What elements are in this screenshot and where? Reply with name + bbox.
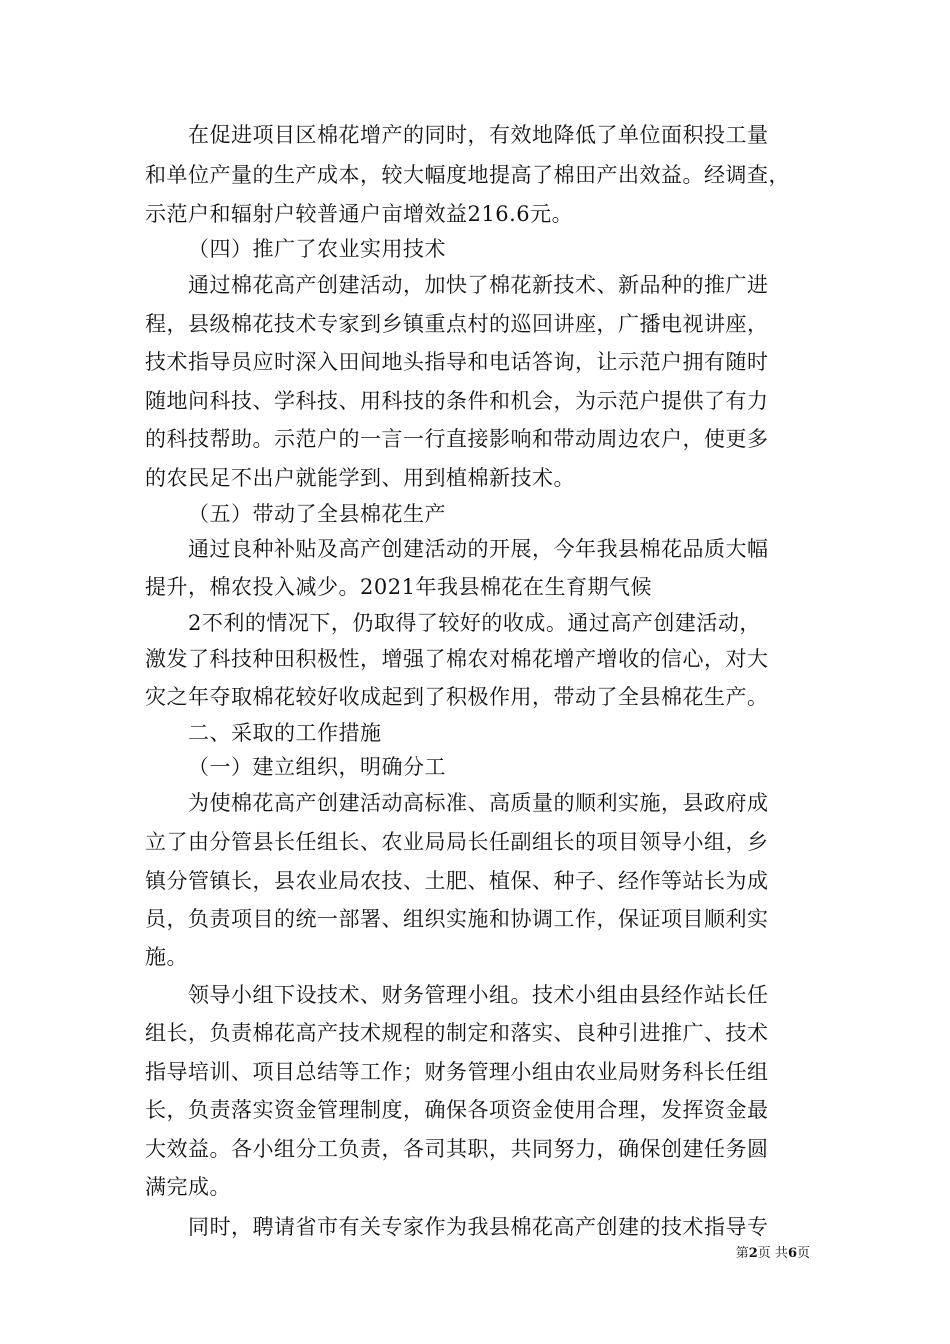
section-heading: （四）推广了农业实用技术 xyxy=(188,237,446,261)
text-line: 立了由分管县长任组长、农业局局长任副组长的项目领导小组，乡 xyxy=(145,830,769,854)
text-line: 指导培训、项目总结等工作；财务管理小组由农业局财务科长任组 xyxy=(145,1060,769,1084)
text-line: 示范户和辐射户较普通户亩增效益216.6元。 xyxy=(145,202,574,226)
text-line: 大效益。各小组分工负责，各司其职，共同努力，确保创建任务圆 xyxy=(145,1137,769,1161)
section-heading: 二、采取的工作措施 xyxy=(188,721,382,745)
text-line: 提升，棉农投入减少。2021年我县棉花在生育期气候 xyxy=(145,575,652,599)
text-line: 通过棉花高产创建活动，加快了棉花新技术、新品种的推广进 xyxy=(188,273,769,297)
page-number xyxy=(700,1246,810,1262)
text-line: 长，负责落实资金管理制度，确保各项资金使用合理，发挥资金最 xyxy=(145,1098,769,1122)
text-line: 在促进项目区棉花增产的同时，有效地降低了单位面积投工量 xyxy=(188,123,769,147)
text-line: 2不利的情况下，仍取得了较好的收成。通过高产创建活动， xyxy=(188,611,761,635)
text-line: 的科技帮助。示范户的一言一行直接影响和带动周边农户，使更多 xyxy=(145,427,769,451)
section-heading: （一）建立组织，明确分工 xyxy=(188,755,446,779)
page-number-middle: 页 共 xyxy=(757,1246,788,1261)
text-line: 满完成。 xyxy=(145,1175,231,1199)
text-line: 领导小组下设技术、财务管理小组。技术小组由县经作站长任 xyxy=(188,983,769,1007)
text-line: 随地问科技、学科技、用科技的条件和机会，为示范户提供了有力 xyxy=(145,389,769,413)
text-line: 施。 xyxy=(145,945,188,969)
text-line: 镇分管镇长，县农业局农技、土肥、植保、种子、经作等站长为成 xyxy=(145,869,769,893)
text-line: 员，负责项目的统一部署、组织实施和协调工作，保证项目顺利实 xyxy=(145,907,769,931)
total-pages: 6 xyxy=(787,1246,797,1261)
text-line: 激发了科技种田积极性，增强了棉农对棉花增产增收的信心，对大 xyxy=(145,647,769,671)
text-line: 的农民足不出户就能学到、用到植棉新技术。 xyxy=(145,466,575,490)
current-page: 2 xyxy=(748,1246,758,1261)
section-heading: （五）带动了全县棉花生产 xyxy=(188,502,446,526)
page-number-prefix: 第 xyxy=(735,1246,749,1261)
text-line: 同时，聘请省市有关专家作为我县棉花高产创建的技术指导专 xyxy=(188,1215,769,1239)
page-number-suffix: 页 xyxy=(796,1246,810,1261)
text-line: 为使棉花高产创建活动高标准、高质量的顺利实施，县政府成 xyxy=(188,791,769,815)
text-line: 灾之年夺取棉花较好收成起到了积极作用，带动了全县棉花生产。 xyxy=(145,685,769,709)
text-line: 技术指导员应时深入田间地头指导和电话答询，让示范户拥有随时 xyxy=(145,350,769,374)
text-line: 通过良种补贴及高产创建活动的开展，今年我县棉花品质大幅 xyxy=(188,537,769,561)
text-line: 和单位产量的生产成本，较大幅度地提高了棉田产出效益。经调查， xyxy=(145,163,790,187)
text-line: 程，县级棉花技术专家到乡镇重点村的巡回讲座，广播电视讲座， xyxy=(145,312,769,336)
text-line: 组长，负责棉花高产技术规程的制定和落实、良种引进推广、技术 xyxy=(145,1021,769,1045)
